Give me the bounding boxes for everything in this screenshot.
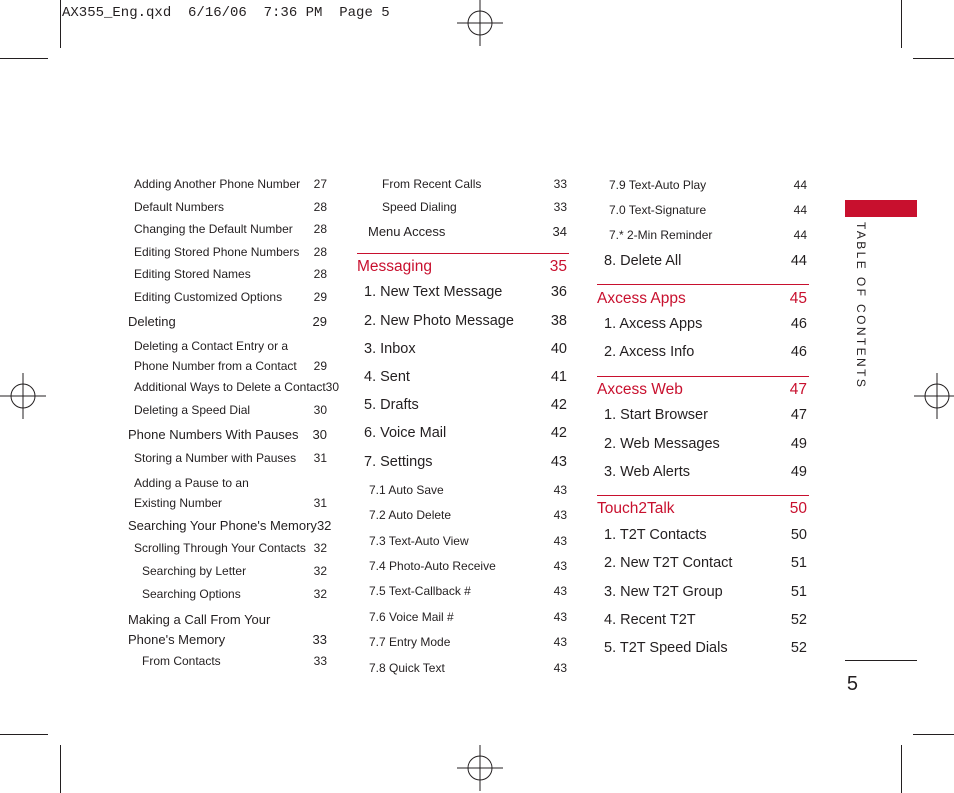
toc-entry-label: Additional Ways to Delete a Contact: [134, 380, 326, 394]
toc-entry-label: Speed Dialing: [382, 200, 457, 214]
toc-entry-page: 43: [550, 454, 567, 470]
toc-entry-page: 42: [550, 425, 567, 441]
crop-mark-top-right-v: [901, 0, 902, 48]
crop-mark-bottom-right-h: [913, 734, 954, 735]
toc-entry-page: 30: [313, 403, 327, 417]
toc-entry-label: 7.6 Voice Mail #: [369, 610, 454, 624]
toc-entry[interactable]: [134, 267, 327, 281]
toc-entry[interactable]: [134, 200, 327, 214]
toc-entry-label: Adding a Pause to an Existing Number: [134, 476, 249, 510]
toc-entry-label: From Recent Calls: [382, 177, 482, 191]
toc-entry-label: 8. Delete All: [604, 253, 682, 269]
toc-entry[interactable]: [364, 313, 567, 329]
toc-entry-page: 38: [550, 313, 567, 329]
section-title: Axcess Apps: [597, 290, 686, 307]
toc-entry[interactable]: [369, 635, 567, 649]
crop-mark-bottom-left-h: [0, 734, 48, 735]
toc-entry-label: Storing a Number with Pauses: [134, 451, 297, 465]
toc-entry-page: 28: [313, 222, 327, 236]
toc-entry[interactable]: [134, 403, 327, 417]
toc-entry-page: 27: [313, 177, 327, 191]
section-rule: [597, 495, 809, 496]
toc-entry[interactable]: [128, 610, 327, 650]
toc-entry-page: 43: [553, 584, 567, 598]
toc-entry[interactable]: [364, 284, 567, 300]
toc-entry-label: 7.2 Auto Delete: [369, 508, 452, 522]
toc-entry-label: 1. Axcess Apps: [604, 316, 703, 332]
toc-entry-label: Adding Another Phone Number: [134, 177, 301, 191]
section-rule: [357, 253, 569, 254]
toc-entry[interactable]: [134, 177, 327, 191]
crop-mark-top-left-h: [0, 58, 48, 59]
page-number: 5: [846, 673, 858, 695]
toc-entry[interactable]: [364, 341, 567, 357]
toc-entry-label: Editing Stored Names: [134, 267, 251, 281]
section-rule: [597, 376, 809, 377]
registration-mark-right-icon: [914, 373, 954, 419]
toc-entry-page: 43: [553, 483, 567, 497]
toc-entry[interactable]: [364, 369, 567, 385]
toc-entry-page: 30: [312, 427, 327, 442]
toc-entry-label: Searching Your Phone's Memory: [128, 518, 317, 533]
toc-entry-label: 1. T2T Contacts: [604, 527, 707, 543]
toc-entry[interactable]: [134, 473, 327, 513]
toc-entry[interactable]: [128, 518, 332, 533]
section-page: 47: [789, 381, 807, 398]
toc-entry-label: Deleting a Contact Entry or a Phone Number from a Contact: [134, 339, 297, 373]
toc-entry-page: 30: [325, 380, 340, 394]
section-heading-touch2talk[interactable]: [597, 500, 807, 518]
toc-entry[interactable]: [609, 228, 807, 242]
section-page: 35: [549, 258, 567, 275]
toc-entry-label: From Contacts: [142, 654, 221, 668]
toc-entry-label: Editing Customized Options: [134, 290, 283, 304]
toc-entry-page: 51: [790, 584, 807, 600]
toc-entry-label: 6. Voice Mail: [364, 425, 447, 441]
toc-entry-page: 29: [313, 290, 327, 304]
toc-entry-page: 32: [313, 587, 327, 601]
toc-entry-page: 31: [313, 496, 327, 510]
registration-mark-left-icon: [0, 373, 46, 419]
section-title: Axcess Web: [597, 381, 683, 398]
toc-entry[interactable]: [364, 397, 567, 413]
toc-entry-label: Deleting a Speed Dial: [134, 403, 251, 417]
toc-entry-label: 3. Inbox: [364, 341, 416, 357]
crop-mark-top-right-h: [913, 58, 954, 59]
toc-entry[interactable]: [369, 508, 567, 522]
section-page: 50: [789, 500, 807, 517]
toc-entry[interactable]: [609, 203, 807, 217]
toc-entry-page: 51: [790, 555, 807, 571]
toc-entry-label: Searching Options: [142, 587, 241, 601]
toc-entry-page: 32: [316, 518, 332, 533]
toc-entry-label: Default Numbers: [134, 200, 225, 214]
toc-entry-page: 29: [312, 314, 327, 329]
toc-entry[interactable]: [604, 527, 807, 543]
toc-entry-page: 33: [313, 654, 327, 668]
page-number-rule: [845, 660, 917, 661]
toc-entry-page: 29: [313, 359, 327, 373]
toc-entry-label: 1. Start Browser: [604, 407, 708, 423]
crop-mark-top-left-v: [60, 0, 61, 48]
toc-entry-page: 52: [790, 612, 807, 628]
toc-entry-page: 50: [790, 527, 807, 543]
print-slug: AX355_Eng.qxd 6/16/06 7:36 PM Page 5: [62, 5, 390, 21]
toc-entry-page: 32: [313, 564, 327, 578]
toc-entry-label: 2. New Photo Message: [364, 313, 514, 329]
toc-entry-label: 2. New T2T Contact: [604, 555, 733, 571]
toc-entry[interactable]: [364, 425, 567, 441]
toc-entry-page: 44: [793, 203, 807, 217]
toc-entry-page: 49: [790, 464, 807, 480]
toc-entry[interactable]: [369, 559, 567, 573]
toc-entry[interactable]: [134, 451, 327, 465]
toc-entry[interactable]: [134, 541, 327, 555]
toc-entry[interactable]: [604, 640, 807, 656]
toc-entry-page: 52: [790, 640, 807, 656]
toc-entry[interactable]: [142, 564, 327, 578]
registration-mark-bottom-icon: [457, 745, 503, 791]
toc-entry-label: Deleting: [128, 314, 176, 329]
section-heading-messaging[interactable]: [357, 258, 567, 276]
table-of-contents-label: TABLE OF CONTENTS: [854, 222, 868, 390]
toc-entry-page: 28: [313, 200, 327, 214]
toc-entry-label: 7.4 Photo-Auto Receive: [369, 559, 496, 573]
toc-entry-label: 7. Settings: [364, 454, 433, 470]
toc-entry-page: 40: [550, 341, 567, 357]
toc-entry-page: 43: [553, 635, 567, 649]
toc-entry[interactable]: [128, 427, 327, 442]
toc-entry-label: Editing Stored Phone Numbers: [134, 245, 300, 259]
toc-entry[interactable]: [134, 336, 327, 376]
toc-entry-label: Changing the Default Number: [134, 222, 293, 236]
toc-entry[interactable]: [604, 344, 807, 360]
toc-entry[interactable]: [369, 534, 567, 548]
toc-entry-page: 47: [790, 407, 807, 423]
registration-mark-top-icon: [457, 0, 503, 46]
toc-entry[interactable]: [142, 654, 327, 668]
crop-mark-bottom-right-v: [901, 745, 902, 793]
toc-entry-page: 44: [793, 228, 807, 242]
toc-entry-label: 7.7 Entry Mode: [369, 635, 451, 649]
toc-entry[interactable]: [369, 483, 567, 497]
toc-entry-label: 4. Sent: [364, 369, 410, 385]
toc-entry-page: 33: [553, 177, 567, 191]
toc-entry-page: 44: [793, 178, 807, 192]
toc-entry-label: 7.* 2-Min Reminder: [609, 228, 713, 242]
toc-entry[interactable]: [369, 610, 567, 624]
toc-entry-page: 46: [790, 316, 807, 332]
toc-entry-label: Phone Numbers With Pauses: [128, 427, 299, 442]
toc-entry-label: 7.3 Text-Auto View: [369, 534, 469, 548]
toc-entry[interactable]: [364, 454, 567, 470]
toc-entry-label: Searching by Letter: [142, 564, 247, 578]
toc-entry[interactable]: [604, 464, 807, 480]
section-title: Messaging: [357, 258, 432, 275]
toc-entry-label: 1. New Text Message: [364, 284, 503, 300]
toc-entry-label: 4. Recent T2T: [604, 612, 696, 628]
toc-entry-label: Making a Call From Your Phone's Memory: [128, 612, 271, 647]
toc-entry-label: 7.1 Auto Save: [369, 483, 444, 497]
toc-entry-page: 32: [313, 541, 327, 555]
toc-entry-label: 7.9 Text-Auto Play: [609, 178, 707, 192]
toc-entry-page: 36: [550, 284, 567, 300]
toc-entry-page: 33: [553, 200, 567, 214]
toc-entry[interactable]: [142, 587, 327, 601]
toc-entry-page: 43: [553, 534, 567, 548]
section-page: 45: [789, 290, 807, 307]
toc-entry[interactable]: [604, 316, 807, 332]
toc-entry-label: Menu Access: [368, 224, 446, 239]
toc-entry-label: 2. Web Messages: [604, 436, 720, 452]
toc-entry[interactable]: [134, 380, 340, 394]
section-title: Touch2Talk: [597, 500, 675, 517]
toc-entry-page: 28: [313, 245, 327, 259]
toc-entry-label: 5. T2T Speed Dials: [604, 640, 728, 656]
toc-entry[interactable]: [604, 584, 807, 600]
section-heading-axcess-web[interactable]: [597, 381, 807, 399]
section-tab-bar: [845, 200, 917, 217]
toc-entry[interactable]: [134, 290, 327, 304]
toc-entry-label: 7.5 Text-Callback #: [369, 584, 471, 598]
toc-entry-label: 2. Axcess Info: [604, 344, 695, 360]
section-heading-axcess-apps[interactable]: [597, 290, 807, 308]
toc-entry-page: 43: [553, 661, 567, 675]
toc-entry-page: 31: [313, 451, 327, 465]
toc-entry[interactable]: [368, 224, 567, 239]
toc-entry-label: Scrolling Through Your Contacts: [134, 541, 306, 555]
section-rule: [597, 284, 809, 285]
toc-entry-page: 43: [553, 610, 567, 624]
toc-entry-page: 44: [790, 253, 807, 269]
toc-entry[interactable]: [609, 178, 807, 192]
toc-entry-page: 43: [553, 508, 567, 522]
toc-entry-label: 5. Drafts: [364, 397, 419, 413]
toc-entry-label: 7.8 Quick Text: [369, 661, 445, 675]
toc-entry[interactable]: [369, 584, 567, 598]
toc-entry-page: 43: [553, 559, 567, 573]
toc-entry[interactable]: [604, 555, 807, 571]
toc-entry-page: 28: [313, 267, 327, 281]
toc-entry[interactable]: [134, 245, 327, 259]
toc-entry[interactable]: [369, 661, 567, 675]
toc-entry[interactable]: [382, 200, 567, 214]
toc-entry[interactable]: [382, 177, 567, 191]
toc-entry-label: 3. New T2T Group: [604, 584, 723, 600]
toc-entry-page: 34: [552, 224, 567, 239]
toc-entry-label: 7.0 Text-Signature: [609, 203, 707, 217]
crop-mark-bottom-left-v: [60, 745, 61, 793]
toc-entry-page: 49: [790, 436, 807, 452]
toc-entry[interactable]: [134, 222, 327, 236]
toc-entry-label: 3. Web Alerts: [604, 464, 690, 480]
toc-entry-page: 46: [790, 344, 807, 360]
toc-entry-page: 41: [550, 369, 567, 385]
toc-entry[interactable]: [604, 407, 807, 423]
toc-entry-page: 33: [312, 632, 327, 647]
toc-entry[interactable]: [604, 436, 807, 452]
toc-entry[interactable]: [604, 253, 807, 269]
toc-entry[interactable]: [128, 314, 327, 329]
toc-entry-page: 42: [550, 397, 567, 413]
toc-entry[interactable]: [604, 612, 807, 628]
